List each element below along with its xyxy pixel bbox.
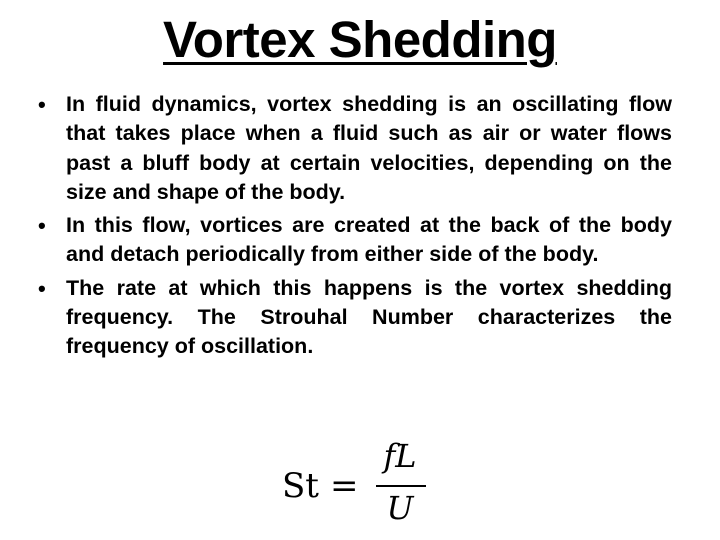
bullet-item <box>36 211 672 270</box>
bullet-dot-icon: • <box>38 213 46 239</box>
formula-denominator: U <box>386 489 414 527</box>
bullet-text: In this flow, vortices are created at the back of the body and detach periodically from either side of the body. <box>66 213 672 267</box>
bullet-dot-icon: • <box>38 275 46 301</box>
bullet-text: The rate at which this happens is the vortex shedding frequency. The Strouhal Number characterizes the frequency of oscillation. <box>66 275 672 359</box>
bullet-item <box>36 274 672 362</box>
bullet-list <box>36 90 672 366</box>
bullet-text: In fluid dynamics, vortex shedding is an oscillating flow that takes place when a fluid such as air or water flows past a bluff body at certain velocities, depending on the size and shape of the body. <box>66 92 672 204</box>
formula-lhs: St <box>282 466 319 506</box>
strouhal-formula <box>282 436 432 532</box>
bullet-dot-icon: • <box>38 92 46 117</box>
fraction-bar <box>376 485 426 487</box>
slide-title: Vortex Shedding <box>163 11 557 68</box>
formula-equals: = <box>330 466 359 506</box>
bullet-item <box>36 90 672 207</box>
formula-numerator: fL <box>383 437 417 475</box>
